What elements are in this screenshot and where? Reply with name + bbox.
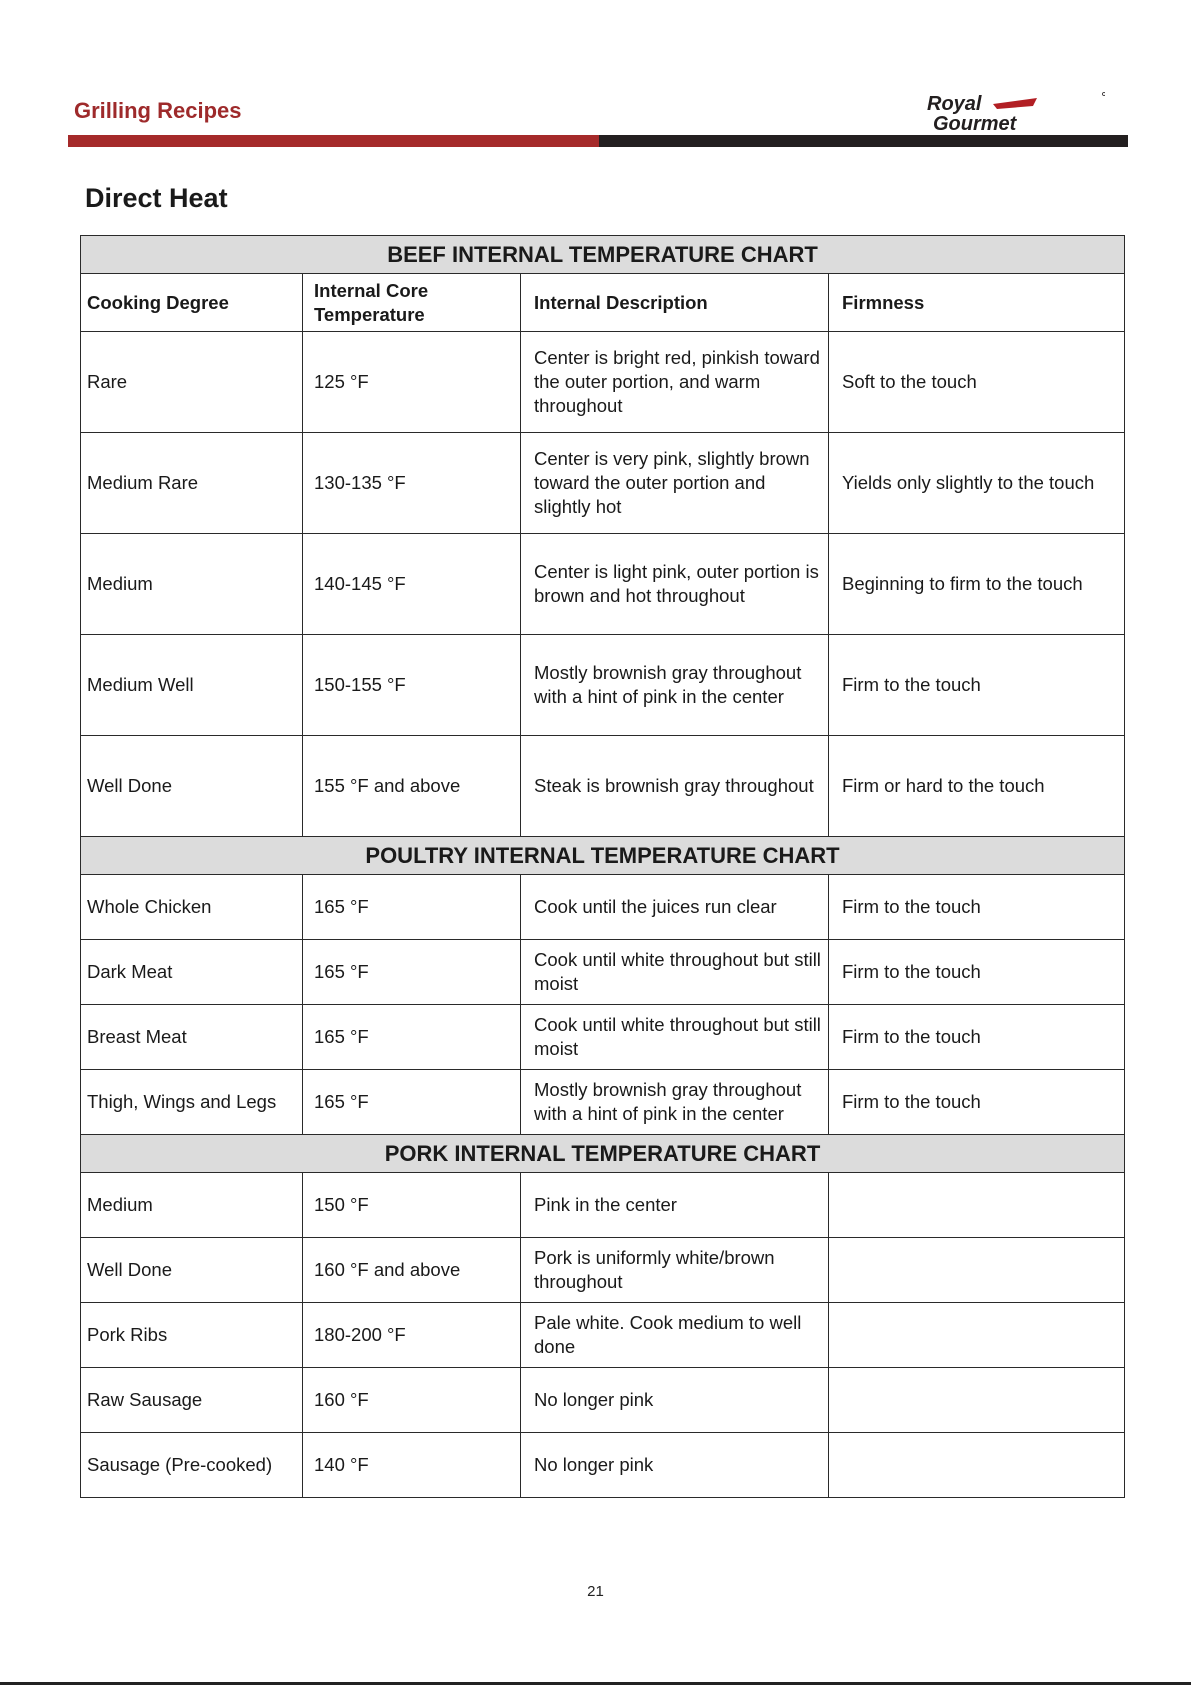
core-temperature-cell: 150 °F <box>303 1173 521 1238</box>
cooking-degree-cell: Medium <box>81 1173 303 1238</box>
table-row <box>81 635 1125 736</box>
pork-chart-title: PORK INTERNAL TEMPERATURE CHART <box>81 1135 1125 1173</box>
core-temperature-cell: 160 °F and above <box>303 1238 521 1303</box>
core-temperature-cell: 165 °F <box>303 875 521 940</box>
core-temperature-cell: 155 °F and above <box>303 736 521 837</box>
firmness-cell: Firm to the touch <box>829 1070 1125 1135</box>
table-row <box>81 1070 1125 1135</box>
description-cell: No longer pink <box>521 1433 829 1498</box>
table-row <box>81 1173 1125 1238</box>
table-row <box>81 332 1125 433</box>
registered-mark <box>1103 93 1106 96</box>
column-header: Firmness <box>829 274 1125 332</box>
table-row <box>81 736 1125 837</box>
core-temperature-cell: 140-145 °F <box>303 534 521 635</box>
description-cell: Center is very pink, slightly brown toward the outer portion and slightly hot <box>521 433 829 534</box>
cooking-degree-cell: Medium Well <box>81 635 303 736</box>
core-temperature-cell: 130-135 °F <box>303 433 521 534</box>
cooking-degree-cell: Rare <box>81 332 303 433</box>
firmness-cell: Soft to the touch <box>829 332 1125 433</box>
table-row <box>81 1303 1125 1368</box>
firmness-cell: Beginning to firm to the touch <box>829 534 1125 635</box>
firmness-cell <box>829 1173 1125 1238</box>
description-cell: Mostly brownish gray throughout with a hint of pink in the center <box>521 635 829 736</box>
core-temperature-cell: 165 °F <box>303 1070 521 1135</box>
temperature-table <box>80 235 1125 1498</box>
description-cell: Center is bright red, pinkish toward the outer portion, and warm throughout <box>521 332 829 433</box>
cooking-degree-cell: Well Done <box>81 1238 303 1303</box>
table-row <box>81 875 1125 940</box>
description-cell: Steak is brownish gray throughout <box>521 736 829 837</box>
core-temperature-cell: 180-200 °F <box>303 1303 521 1368</box>
pork-chart-header-row <box>81 1135 1125 1173</box>
royal-gourmet-logo <box>925 90 1105 134</box>
cooking-degree-cell: Sausage (Pre-cooked) <box>81 1433 303 1498</box>
firmness-cell <box>829 1433 1125 1498</box>
table-row <box>81 1005 1125 1070</box>
core-temperature-cell: 140 °F <box>303 1433 521 1498</box>
firmness-cell: Firm to the touch <box>829 1005 1125 1070</box>
table-row <box>81 1238 1125 1303</box>
description-cell: Pork is uniformly white/brown throughout <box>521 1238 829 1303</box>
firmness-cell: Yields only slightly to the touch <box>829 433 1125 534</box>
description-cell: Mostly brownish gray throughout with a hint of pink in the center <box>521 1070 829 1135</box>
cooking-degree-cell: Raw Sausage <box>81 1368 303 1433</box>
column-header: Cooking Degree <box>81 274 303 332</box>
cooking-degree-cell: Dark Meat <box>81 940 303 1005</box>
cooking-degree-cell: Medium <box>81 534 303 635</box>
cooking-degree-cell: Whole Chicken <box>81 875 303 940</box>
header-divider-red <box>68 135 599 147</box>
core-temperature-cell: 165 °F <box>303 1005 521 1070</box>
core-temperature-cell: 160 °F <box>303 1368 521 1433</box>
table-row <box>81 1368 1125 1433</box>
header-divider-black <box>599 135 1128 147</box>
cooking-degree-cell: Medium Rare <box>81 433 303 534</box>
firmness-cell <box>829 1238 1125 1303</box>
core-temperature-cell: 150-155 °F <box>303 635 521 736</box>
description-cell: Center is light pink, outer portion is brown and hot throughout <box>521 534 829 635</box>
description-cell: Pale white. Cook medium to well done <box>521 1303 829 1368</box>
description-cell: Cook until white throughout but still moist <box>521 940 829 1005</box>
firmness-cell: Firm to the touch <box>829 875 1125 940</box>
column-header-row <box>81 274 1125 332</box>
cooking-degree-cell: Well Done <box>81 736 303 837</box>
logo-flame-mark <box>993 98 1037 109</box>
section-title: Direct Heat <box>85 183 228 213</box>
poultry-chart-title: POULTRY INTERNAL TEMPERATURE CHART <box>81 837 1125 875</box>
cooking-degree-cell: Pork Ribs <box>81 1303 303 1368</box>
description-cell: Cook until the juices run clear <box>521 875 829 940</box>
table-row <box>81 534 1125 635</box>
description-cell: No longer pink <box>521 1368 829 1433</box>
firmness-cell <box>829 1368 1125 1433</box>
cooking-degree-cell: Thigh, Wings and Legs <box>81 1070 303 1135</box>
poultry-chart-header-row <box>81 837 1125 875</box>
table-row <box>81 1433 1125 1498</box>
table-row <box>81 940 1125 1005</box>
description-cell: Pink in the center <box>521 1173 829 1238</box>
firmness-cell: Firm to the touch <box>829 635 1125 736</box>
page-number: 21 <box>587 1583 604 1600</box>
column-header: Internal Description <box>521 274 829 332</box>
cooking-degree-cell: Breast Meat <box>81 1005 303 1070</box>
description-cell: Cook until white throughout but still moist <box>521 1005 829 1070</box>
beef-chart-title: BEEF INTERNAL TEMPERATURE CHART <box>81 236 1125 274</box>
beef-chart-header-row <box>81 236 1125 274</box>
core-temperature-cell: 125 °F <box>303 332 521 433</box>
logo-word-royal: Royal <box>927 93 982 115</box>
table-row <box>81 433 1125 534</box>
core-temperature-cell: 165 °F <box>303 940 521 1005</box>
column-header: Internal Core Temperature <box>303 274 521 332</box>
header-title: Grilling Recipes <box>74 98 242 123</box>
firmness-cell: Firm or hard to the touch <box>829 736 1125 837</box>
firmness-cell <box>829 1303 1125 1368</box>
header-divider-bar <box>68 135 1128 147</box>
logo-word-gourmet: Gourmet <box>933 113 1017 134</box>
firmness-cell: Firm to the touch <box>829 940 1125 1005</box>
